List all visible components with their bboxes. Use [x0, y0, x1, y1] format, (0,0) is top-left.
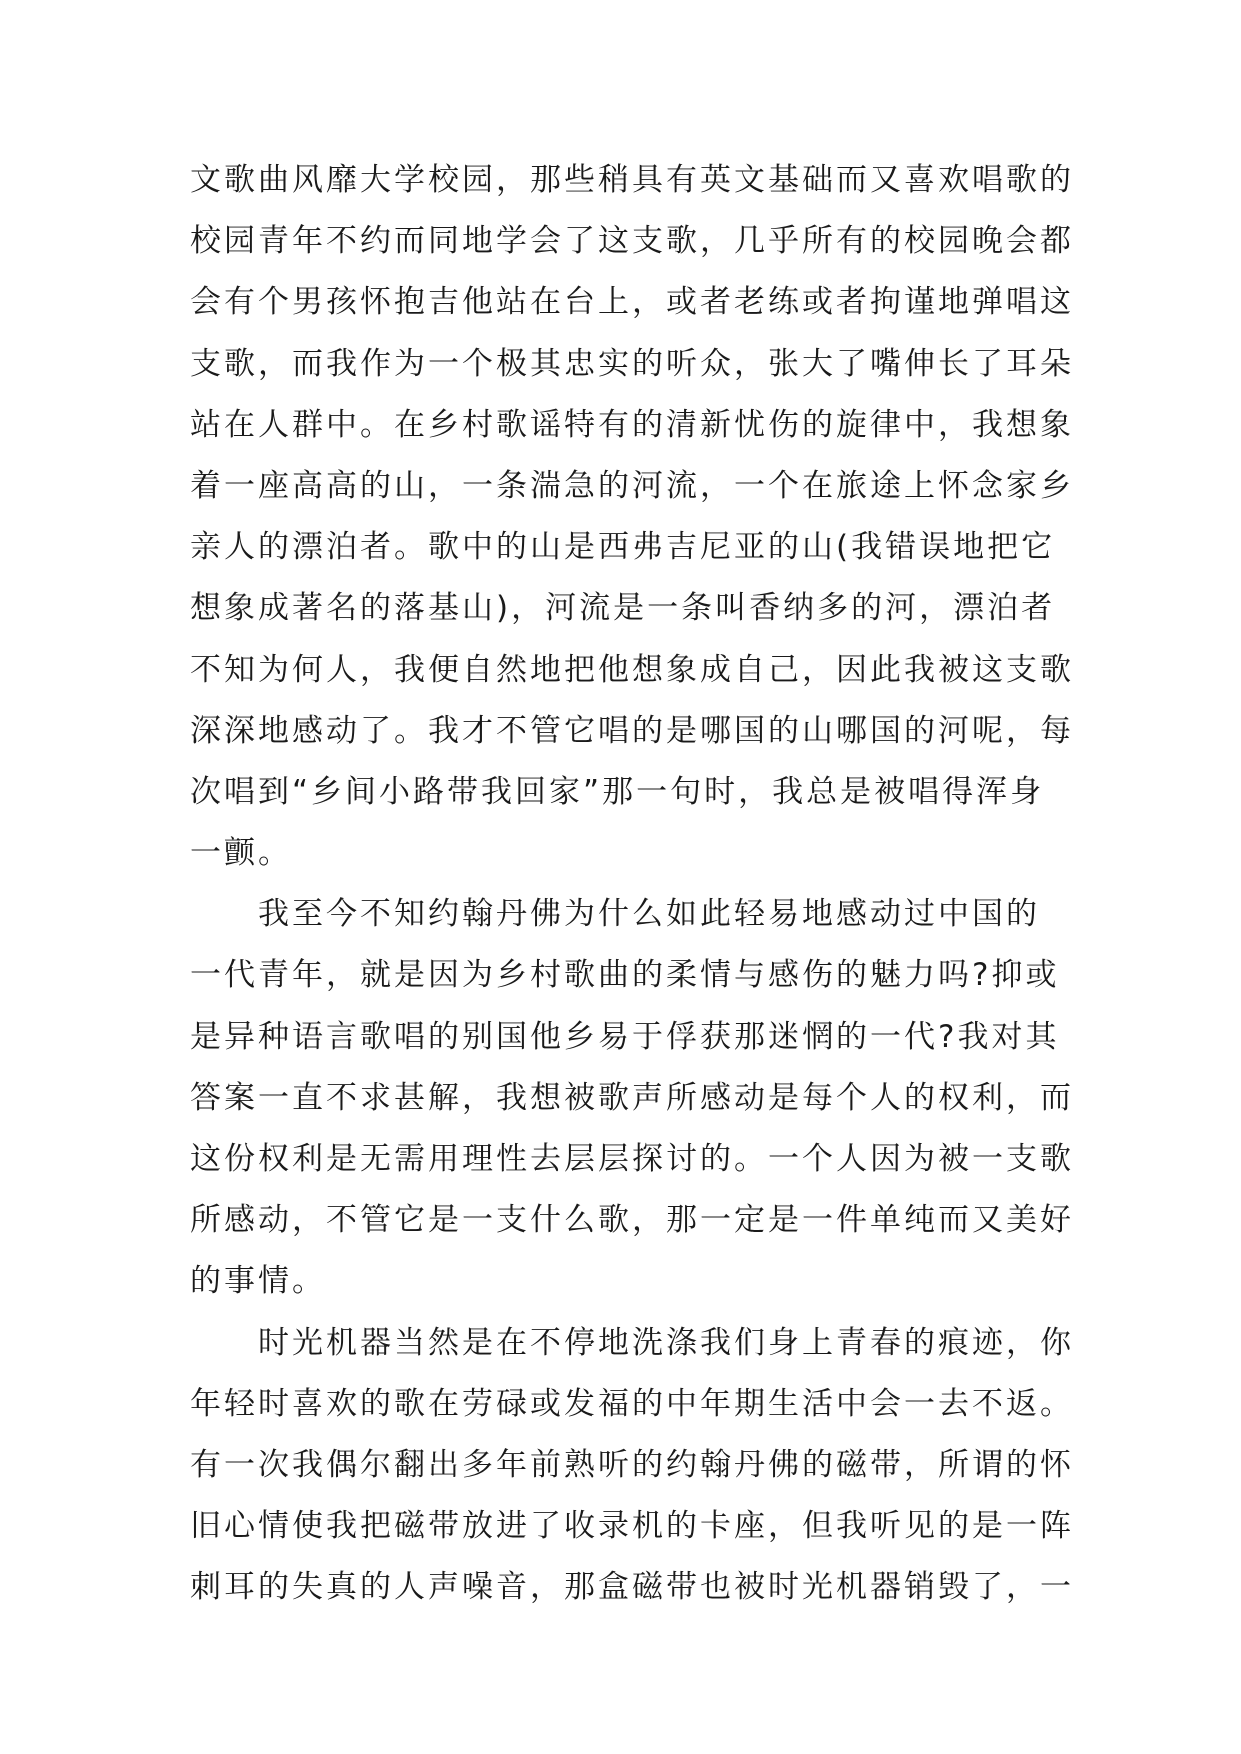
- text-line: 旧心情使我把磁带放进了收录机的卡座，但我听见的是一阵: [190, 1508, 1074, 1545]
- text-line: 一代青年，就是因为乡村歌曲的柔情与感伤的魅力吗?抑或: [190, 957, 1060, 994]
- text-line: 是异种语言歌唱的别国他乡易于俘获那迷惘的一代?我对其: [190, 1018, 1060, 1055]
- text-line: 着一座高高的山，一条湍急的河流，一个在旅途上怀念家乡: [190, 467, 1074, 504]
- text-line: 支歌，而我作为一个极其忠实的听众，张大了嘴伸长了耳朵: [190, 345, 1074, 382]
- text-line: 想象成著名的落基山)，河流是一条叫香纳多的河，漂泊者: [190, 590, 1056, 627]
- text-line-indented: 我至今不知约翰丹佛为什么如此轻易地感动过中国的: [258, 896, 1040, 933]
- paragraph-2: [190, 884, 1074, 1312]
- text-line: 答案一直不求甚解，我想被歌声所感动是每个人的权利，而: [190, 1079, 1074, 1116]
- text-line-indented: 时光机器当然是在不停地洗涤我们身上青春的痕迹，你: [258, 1324, 1074, 1361]
- text-line: 站在人群中。在乡村歌谣特有的清新忧伤的旋律中，我想象: [190, 406, 1074, 443]
- text-line: 亲人的漂泊者。歌中的山是西弗吉尼亚的山(我错误地把它: [190, 529, 1056, 566]
- paragraph-1: [190, 150, 1074, 884]
- text-line: 的事情。: [190, 1263, 326, 1300]
- text-line: 一颤。: [190, 835, 292, 872]
- text-line: 校园青年不约而同地学会了这支歌，几乎所有的校园晚会都: [190, 223, 1074, 260]
- text-line: 不知为何人，我便自然地把他想象成自己，因此我被这支歌: [190, 651, 1074, 688]
- document-body: [190, 150, 1074, 1619]
- text-line: 年轻时喜欢的歌在劳碌或发福的中年期生活中会一去不返。: [190, 1385, 1074, 1422]
- text-line: 文歌曲风靡大学校园，那些稍具有英文基础而又喜欢唱歌的: [190, 162, 1074, 198]
- text-line: 这份权利是无需用理性去层层探讨的。一个人因为被一支歌: [190, 1141, 1074, 1177]
- text-line: 刺耳的失真的人声噪音，那盒磁带也被时光机器销毁了，一: [190, 1569, 1074, 1606]
- text-line: 所感动，不管它是一支什么歌，那一定是一件单纯而又美好: [190, 1202, 1074, 1239]
- text-line: 深深地感动了。我才不管它唱的是哪国的山哪国的河呢，每: [190, 712, 1074, 749]
- text-line: 有一次我偶尔翻出多年前熟听的约翰丹佛的磁带，所谓的怀: [190, 1446, 1074, 1483]
- text-line: 次唱到“乡间小路带我回家”那一句时，我总是被唱得浑身: [190, 773, 1045, 810]
- text-line: 会有个男孩怀抱吉他站在台上，或者老练或者拘谨地弹唱这: [190, 284, 1074, 321]
- paragraph-3: [190, 1313, 1074, 1619]
